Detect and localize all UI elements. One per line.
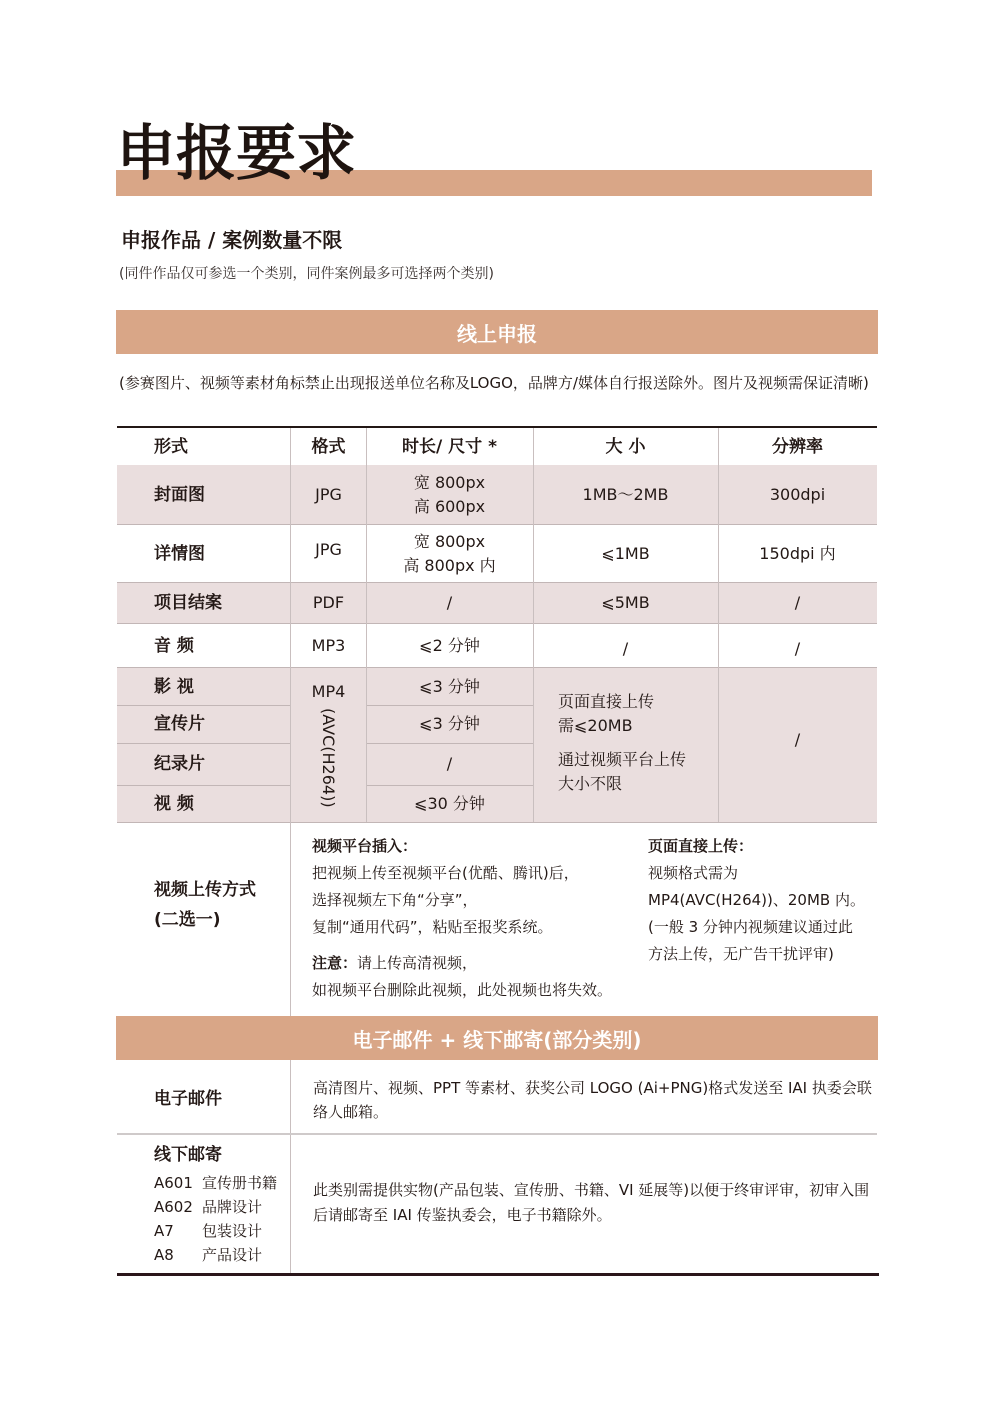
notice-line: 请上传高清视频， [357, 954, 478, 972]
col-divider [533, 428, 534, 822]
post-category-item [154, 1243, 277, 1267]
email-text: 高清图片、视频、PPT 等素材、获奖公司 LOGO (Ai+PNG)格式发送至 IAI 执委会联络人邮箱。 [313, 1079, 872, 1121]
category-name: 品牌设计 [202, 1198, 263, 1216]
row-resolution: / [794, 639, 801, 658]
row-format: MP3 [311, 636, 346, 655]
section-subnote: (同件作品仅可参选一个类别，同件案例最多可选择两个类别) [119, 266, 494, 282]
video-format-top: MP4 [311, 682, 346, 701]
size-line: 需⩽20MB [558, 716, 633, 735]
row-size: ⩽1MB [601, 543, 650, 563]
row-size: / [622, 639, 629, 658]
online-band-title: 线上申报 [457, 321, 537, 346]
online-note: (参赛图片、视频等素材角标禁止出现报送单位名称及LOGO，品牌方/媒体自行报送除外。图片及视频需保证清晰) [119, 374, 869, 392]
direct-line: 方法上传，无广告干扰评审) [648, 945, 834, 963]
platform-line: 选择视频左下角“分享”， [312, 891, 478, 909]
header-dimension: 时长/ 尺寸 * [402, 436, 497, 457]
size-line: 页面直接上传 [558, 692, 655, 711]
category-name: 产品设计 [202, 1246, 263, 1264]
row-dimension: ⩽3 分钟 [419, 676, 480, 696]
online-band [116, 310, 878, 354]
row-type: 音 频 [154, 636, 194, 656]
row-divider [117, 524, 877, 525]
row-dimension: ⩽30 分钟 [414, 793, 485, 813]
row-dimension: / [446, 754, 453, 773]
post-text: 此类别需提供实物(产品包装、宣传册、书籍、VI 延展等)以便于终审评审，初审入围后请邮寄至 IAI 传鉴执委会，电子书籍除外。 [313, 1181, 870, 1224]
post-category-item [154, 1171, 277, 1195]
category-code: A601 [154, 1174, 193, 1192]
size-line: 通过视频平台上传 [558, 750, 687, 769]
row-type: 项目结案 [117, 583, 291, 623]
direct-upload-block [648, 833, 865, 968]
row-format: JPG [315, 540, 342, 559]
row-format: PDF [291, 583, 366, 623]
row-format: JPG [291, 465, 366, 524]
category-name: 包装设计 [202, 1222, 263, 1240]
row-type: 视 频 [154, 793, 194, 814]
post-label: 线下邮寄 [154, 1145, 222, 1165]
row-divider [366, 743, 533, 744]
notice-title: 注意： [312, 954, 358, 972]
upload-method-label [154, 875, 256, 935]
row-size: ⩽5MB [533, 583, 718, 623]
post-category-item [154, 1219, 277, 1243]
category-code: A8 [154, 1246, 174, 1264]
col-divider [290, 428, 291, 1016]
row-dimension: ⩽2 分钟 [419, 636, 480, 655]
category-code: A602 [154, 1198, 193, 1216]
platform-upload-block [312, 833, 612, 1004]
video-size-cell [558, 690, 686, 796]
platform-line: 把视频上传至视频平台(优酷、腾讯)后， [312, 864, 579, 882]
video-format-cell [291, 668, 366, 822]
row-divider [117, 1133, 877, 1135]
row-type: 纪录片 [154, 754, 205, 774]
video-resolution-cell [718, 668, 877, 822]
video-format-codec: (AVC(H264)) [319, 708, 338, 808]
direct-title: 页面直接上传： [648, 837, 754, 855]
row-dimension: / [366, 583, 533, 623]
row-divider [366, 705, 533, 706]
category-code: A7 [154, 1222, 174, 1240]
row-dimension: ⩽3 分钟 [419, 714, 480, 733]
direct-line: 视频格式需为 [648, 864, 739, 882]
row-divider [117, 667, 877, 668]
platform-title: 视频平台插入： [312, 837, 418, 855]
direct-line: (一般 3 分钟内视频建议通过此 [648, 918, 853, 936]
post-category-list [154, 1171, 277, 1267]
header-size: 大 小 [605, 436, 646, 457]
row-divider [117, 623, 877, 624]
row-type: 宣传片 [154, 714, 205, 734]
direct-line: MP4(AVC(H264))、20MB 内。 [648, 891, 865, 909]
dim-line: 宽 800px [413, 531, 486, 551]
row-divider [117, 705, 291, 706]
category-name: 宣传册书籍 [202, 1174, 278, 1192]
row-size: 1MB～2MB [533, 465, 718, 524]
notice-line: 如视频平台删除此视频，此处视频也将失效。 [312, 981, 613, 999]
size-line: 大小不限 [558, 774, 623, 793]
dim-line: 宽 800px [413, 472, 486, 492]
post-category-item [154, 1195, 277, 1219]
header-resolution: 分辨率 [772, 436, 823, 457]
email-label: 电子邮件 [154, 1089, 222, 1109]
section-subtitle: 申报作品 / 案例数量不限 [121, 228, 343, 252]
row-dimension [366, 525, 533, 582]
row-divider [117, 582, 877, 583]
col-divider [290, 1060, 291, 1273]
header-format: 格式 [311, 436, 346, 457]
dim-line: 高 600px [413, 496, 486, 516]
offline-band-title: 电子邮件 + 线下邮寄(部分类别) [352, 1027, 642, 1052]
row-type: 影 视 [154, 676, 194, 697]
offline-band [116, 1016, 878, 1060]
col-divider [718, 428, 719, 822]
upload-label-line: (二选一) [154, 910, 221, 930]
row-divider [366, 785, 533, 786]
row-resolution: 300dpi [718, 465, 877, 524]
row-type: 封面图 [117, 465, 291, 524]
platform-line: 复制“通用代码”，粘贴至报奖系统。 [312, 918, 553, 936]
row-divider [117, 822, 877, 823]
row-divider [117, 785, 291, 786]
video-resolution: / [794, 730, 801, 749]
row-divider [117, 743, 291, 744]
col-divider [366, 428, 367, 822]
row-resolution: 150dpi 内 [759, 543, 836, 563]
row-type: 详情图 [154, 543, 205, 564]
dim-line: 高 800px 内 [403, 555, 496, 575]
header-type: 形式 [154, 436, 188, 457]
page-title: 申报要求 [116, 119, 356, 189]
upload-label-line: 视频上传方式 [154, 880, 256, 900]
table-bottom-rule [117, 1273, 879, 1276]
row-dimension [366, 465, 533, 524]
row-resolution: / [718, 583, 877, 623]
